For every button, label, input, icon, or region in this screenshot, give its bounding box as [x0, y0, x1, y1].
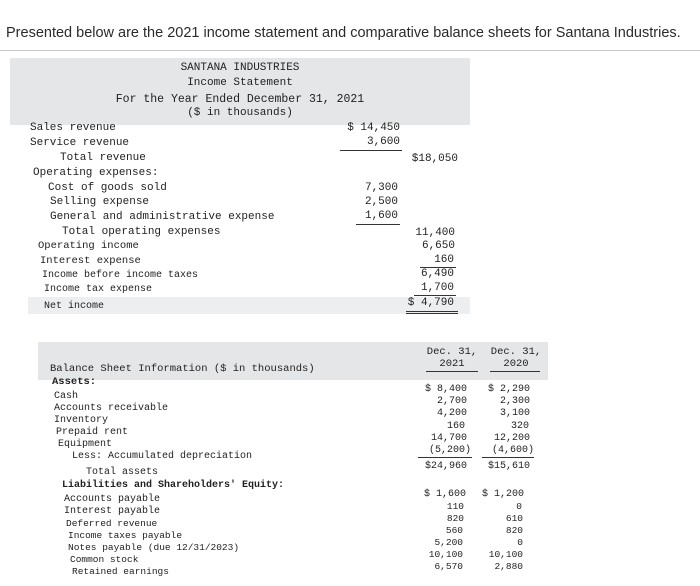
intro-text: Presented below are the 2021 income statement and comparative balance sheets for Santana Industries.: [6, 25, 681, 41]
amount-cell: 1,600: [364, 210, 398, 222]
row-label: Interest expense: [40, 255, 141, 267]
amount-cell: 2,700: [436, 396, 467, 407]
underline: [414, 295, 456, 296]
amount-cell: $ 1,200: [481, 489, 524, 500]
row-label: Inventory: [54, 415, 109, 426]
row-label: Cost of goods sold: [48, 182, 167, 194]
amount-cell: 160: [434, 254, 454, 266]
company-name: SANTANA INDUSTRIES: [180, 62, 300, 74]
amount-cell: $24,960: [424, 461, 467, 472]
amount-cell: 2,880: [494, 561, 523, 572]
row-label: Interest payable: [64, 506, 161, 517]
row-label: Notes payable (due 12/31/2023): [68, 542, 240, 553]
amount-cell: 7,300: [364, 182, 398, 194]
statement-title: Income Statement: [187, 77, 293, 89]
underline: [482, 457, 534, 458]
amount-cell: 320: [510, 421, 529, 432]
row-label: Income before income taxes: [42, 270, 199, 281]
row-label: Cash: [54, 391, 79, 402]
row-label: Operating expenses:: [33, 167, 159, 179]
amount-cell: $18,050: [411, 153, 458, 165]
row-label: Total assets: [86, 467, 159, 478]
amount-cell: $ 14,450: [347, 122, 400, 134]
row-label: Deferred revenue: [66, 518, 158, 529]
section-heading: Liabilities and Shareholders' Equity:: [62, 480, 285, 491]
amount-cell: $ 1,600: [423, 489, 466, 500]
underline: [356, 224, 400, 225]
row-label: Total revenue: [60, 152, 146, 164]
amount-cell: 6,570: [434, 561, 463, 572]
row-label: Retained earnings: [72, 566, 169, 577]
section-title: Balance Sheet Information ($ in thousands): [50, 363, 315, 375]
amount-cell: 0: [516, 501, 522, 512]
amount-cell: 5,200: [434, 537, 463, 548]
row-label: Sales revenue: [30, 122, 116, 134]
row-label: Net income: [44, 301, 105, 312]
amount-cell: 3,100: [499, 408, 530, 419]
column-header: Dec. 31,: [426, 346, 478, 358]
section-heading: Assets:: [52, 376, 97, 388]
amount-cell: 1,700: [420, 282, 454, 294]
row-label: Common stock: [70, 554, 139, 565]
row-label: Equipment: [58, 439, 113, 450]
amount-cell: 3,600: [366, 136, 400, 148]
amount-cell: 10,100: [428, 549, 463, 560]
row-label: Less: Accumulated depreciation: [72, 451, 253, 462]
amount-cell: 12,200: [493, 433, 530, 444]
column-header: 2021: [439, 358, 465, 370]
amount-cell: 2,300: [499, 396, 530, 407]
amount-cell: 4,200: [436, 408, 467, 419]
amount-cell: $ 4,790: [407, 297, 454, 309]
statement-units: ($ in thousands): [187, 107, 293, 119]
double-underline: [406, 311, 458, 314]
amount-cell: 0: [517, 537, 523, 548]
amount-cell: 560: [445, 525, 463, 536]
underline: [340, 150, 402, 151]
amount-cell: 6,490: [420, 268, 454, 280]
row-label: Service revenue: [30, 137, 130, 149]
amount-cell: 10,100: [488, 549, 523, 560]
amount-cell: 160: [446, 421, 465, 432]
row-label: Total operating expenses: [62, 226, 221, 238]
amount-cell: 6,650: [421, 240, 455, 252]
amount-cell: $ 8,400: [424, 384, 467, 395]
amount-cell: (4,600): [491, 445, 534, 456]
column-header: 2020: [503, 358, 529, 370]
row-label: Income taxes payable: [68, 530, 183, 541]
statement-period: For the Year Ended December 31, 2021: [115, 93, 365, 106]
row-label: General and administrative expense: [50, 211, 275, 223]
amount-cell: 14,700: [430, 433, 467, 444]
row-label: Operating income: [38, 240, 139, 252]
amount-cell: 820: [446, 513, 464, 524]
underline: [426, 371, 478, 372]
amount-cell: (5,200): [428, 445, 471, 456]
row-label: Income tax expense: [44, 284, 153, 295]
amount-cell: 11,400: [415, 227, 455, 239]
row-label: Accounts payable: [64, 494, 161, 505]
row-label: Accounts receivable: [54, 403, 169, 414]
amount-cell: $15,610: [487, 461, 530, 472]
underline: [418, 457, 472, 458]
row-label: Prepaid rent: [56, 427, 129, 438]
amount-cell: 820: [505, 525, 523, 536]
amount-cell: $ 2,290: [487, 384, 530, 395]
underline: [490, 371, 540, 372]
amount-cell: 610: [505, 513, 523, 524]
divider: [0, 50, 700, 51]
row-label: Selling expense: [50, 196, 150, 208]
amount-cell: 2,500: [364, 196, 398, 208]
column-header: Dec. 31,: [490, 346, 542, 358]
amount-cell: 110: [446, 501, 464, 512]
